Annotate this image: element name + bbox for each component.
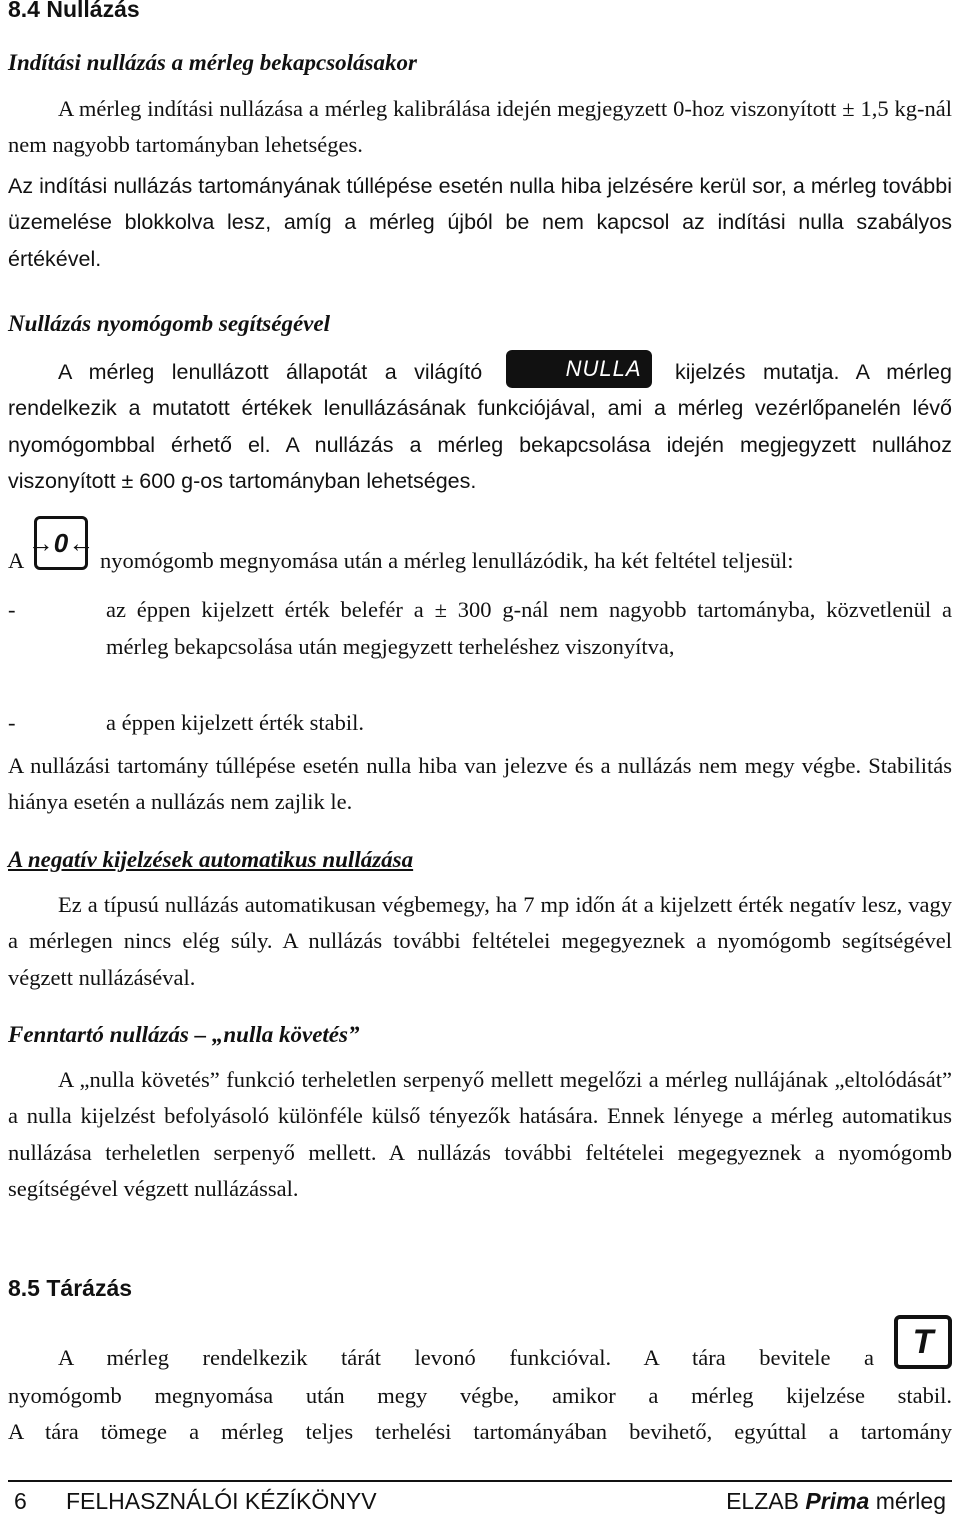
heading-zero-tracking: Fenntartó nullázás – „nulla követés” <box>8 1022 360 1047</box>
footer-product <box>726 1488 946 1515</box>
negative-paragraph: Ez a típusú nullázás automatikusan végbemegy, ha 7 mp időn át a kijelzett érték negatív lesz, vagy a mérlegen nincs elég súly. A nullázás további feltételei megegyeznek a nyomógomb segítségével végzett nullázáséval. <box>8 892 952 990</box>
condition-text-1: az éppen kijelzett érték belefér a ± 300 g-nál nem nagyobb tartományba, közvetlenül a mérleg bekapcsolása után megjegyzett terheléshez viszonyítva, <box>106 597 952 659</box>
list-dash: - <box>8 597 16 622</box>
button-paragraph-3: A nullázási tartomány túllépése esetén nulla hiba van jelezve és a nullázás nem megy végbe. Stabilitás hiánya esetén a nullázás nem zajlik le. <box>8 753 952 815</box>
startup-paragraph-2: Az indítási nullázás tartományának túllépése esetén nulla hiba jelzésére kerül sor, a mérleg további üzemelése blokkolva lesz, amíg a mérleg újból be nem kapcsol az indítási nulla szabályos értékével. <box>8 174 952 271</box>
zero-key-icon: →0← <box>34 516 88 570</box>
tare-key-icon: T <box>894 1315 952 1369</box>
nulla-indicator-badge: NULLA <box>506 350 652 388</box>
tracking-paragraph: A „nulla követés” funkció terheletlen serpenyő mellett megelőzi a mérleg nullájának „eltolódását” a nulla kijelzést befolyásoló különféle külső tényezők hatására. Ennek lényege a mérleg automatikus nullázása terheletlen serpenyő mellett. A nullázás további feltételei megegyeznek a nyomógomb segítségével végzett nullázással. <box>8 1067 952 1202</box>
heading-button-zeroing: Nullázás nyomógomb segítségével <box>8 311 330 336</box>
heading-negative-zeroing: A negatív kijelzések automatikus nullázása <box>8 847 414 872</box>
section-title-8-4: 8.4 Nullázás <box>8 0 140 22</box>
section-title-8-5: 8.5 Tárázás <box>8 1275 133 1301</box>
tare-line-1: A mérleg rendelkezik tárát levonó funkcióval. A tára bevitele a <box>58 1345 874 1370</box>
footer-page-number: 6 <box>14 1488 27 1514</box>
footer-manual-title: FELHASZNÁLÓI KÉZÍKÖNYV <box>66 1488 377 1514</box>
button-paragraph-1-rest: kijelzés mutatja. A mérleg rendelkezik a mutatott értékek lenullázásának funkciójával, ami a mérleg vezérlőpanelén lévő nyomógombbal érhető el. A nullázás a mérleg bekapcsolása idején megjegyzett nullához viszonyított ± 600 g-os tartományban lehetséges. <box>8 360 952 494</box>
footer-brand: ELZAB <box>726 1488 799 1514</box>
footer-suffix: mérleg <box>875 1488 946 1514</box>
button-paragraph-1-start: A mérleg lenullázott állapotát a világító <box>58 360 483 384</box>
condition-text-2: a éppen kijelzett érték stabil. <box>106 710 365 735</box>
zero-key-paragraph-start: A <box>8 548 25 573</box>
tare-line-3: A tára tömege a mérleg teljes terhelési tartományában bevihető, egyúttal a tartomány <box>8 1419 952 1444</box>
footer-model: Prima <box>805 1488 870 1514</box>
list-dash: - <box>8 710 16 735</box>
tare-line-2: nyomógomb megnyomása után megy végbe, amikor a mérleg kijelzése stabil. <box>8 1383 952 1408</box>
button-paragraph-1 <box>8 350 952 500</box>
footer-divider <box>8 1480 952 1482</box>
heading-startup-zeroing: Indítási nullázás a mérleg bekapcsolásakor <box>8 50 417 75</box>
zero-key-paragraph-rest: nyomógomb megnyomása után a mérleg lenullázódik, ha két feltétel teljesül: <box>100 548 794 573</box>
startup-paragraph-1: A mérleg indítási nullázása a mérleg kalibrálása idején megjegyzett 0-hoz viszonyított ± 1,5 kg-nál nem nagyobb tartományban lehetséges. <box>8 96 952 158</box>
